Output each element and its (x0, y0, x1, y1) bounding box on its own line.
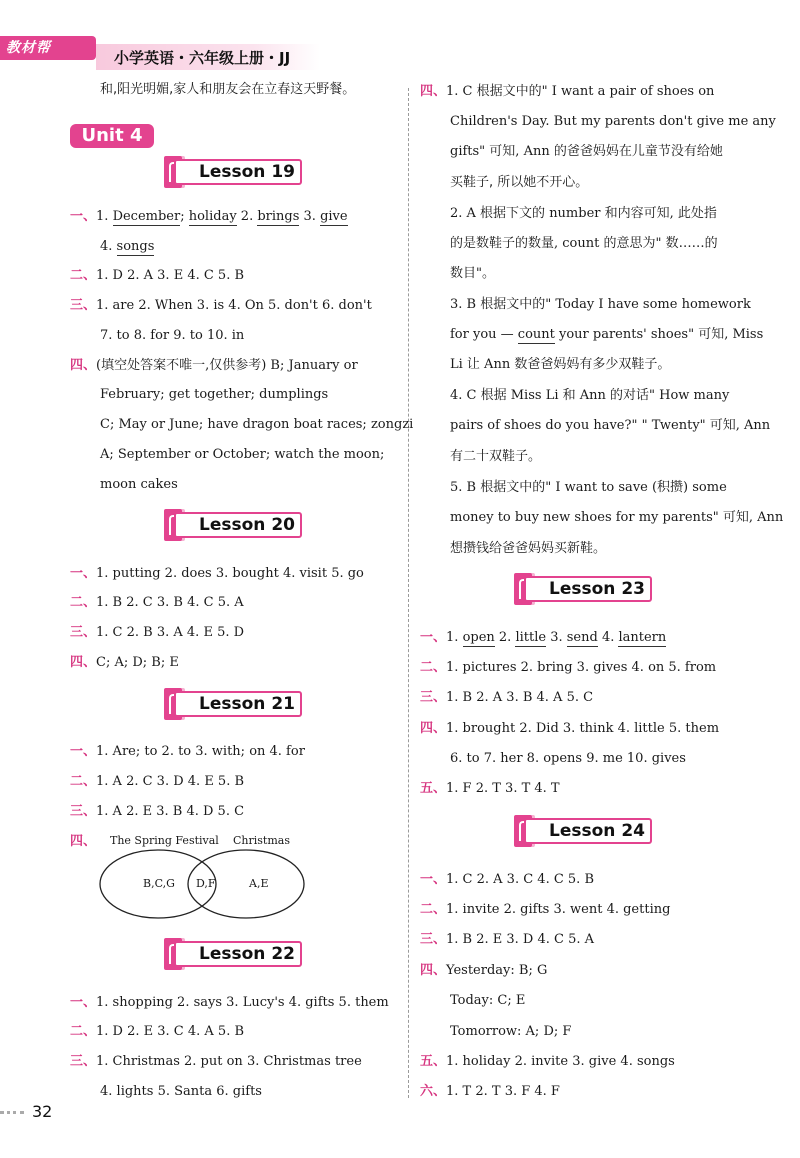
venn-right-title: Christmas (233, 834, 290, 847)
l22-q3-line1: 三、1. Christmas 2. put on 3. Christmas tree (70, 1054, 362, 1069)
rq4-line13: 有二十双鞋子。 (450, 449, 542, 464)
l19-q3-line1: 三、1. are 2. When 3. is 4. On 5. don't 6. don't (70, 298, 372, 313)
l24-q4-line2: Today: C; E (450, 993, 526, 1008)
venn-right-values: A,E (249, 877, 269, 890)
rq4-line4: 买鞋子, 所以她不开心。 (450, 175, 589, 190)
lesson-22-label: Lesson 22 (199, 944, 295, 964)
venn-left-values: B,C,G (143, 877, 175, 890)
rq4-line16: 想攒钱给爸爸妈妈买新鞋。 (450, 541, 607, 556)
l23-q2: 二、1. pictures 2. bring 3. gives 4. on 5. from (420, 660, 717, 675)
l21-q2: 二、1. A 2. C 3. D 4. E 5. B (70, 774, 245, 789)
l19-q1-line2: 4. songs (100, 239, 155, 254)
l24-q5: 五、1. holiday 2. invite 3. give 4. songs (420, 1054, 675, 1069)
rq4-line9: for you — count your parents' shoes" 可知, Miss (450, 327, 764, 342)
lesson-20-heading (164, 512, 302, 538)
l20-q2: 二、1. B 2. C 3. B 4. C 5. A (70, 595, 244, 610)
l19-q4-line3: C; May or June; have dragon boat races; zongzi (100, 417, 414, 432)
l24-q3: 三、1. B 2. E 3. D 4. C 5. A (420, 932, 595, 947)
unit-badge: Unit 4 (70, 124, 154, 148)
intro-line: 和,阳光明媚,家人和朋友会在立春这天野餐。 (100, 82, 356, 97)
lesson-24-heading (514, 818, 652, 844)
l23-q4-line1: 四、1. brought 2. Did 3. think 4. little 5. them (420, 721, 720, 736)
page-number: 32 (32, 1102, 53, 1121)
l23-q4-line2: 6. to 7. her 8. opens 9. me 10. gives (450, 751, 686, 766)
rq4-line2: Children's Day. But my parents don't give me any (450, 114, 776, 129)
l19-q2: 二、1. D 2. A 3. E 4. C 5. B (70, 268, 245, 283)
l22-q3-line2: 4. lights 5. Santa 6. gifts (100, 1084, 262, 1099)
l19-q1-line1: 一、1. December; holiday 2. brings 3. give (70, 209, 348, 224)
lesson-19-heading (164, 159, 302, 185)
l21-q1: 一、1. Are; to 2. to 3. with; on 4. for (70, 744, 305, 759)
l23-q5: 五、1. F 2. T 3. T 4. T (420, 781, 560, 796)
l19-q4-line4: A; September or October; watch the moon; (100, 447, 385, 462)
l22-q2: 二、1. D 2. E 3. C 4. A 5. B (70, 1024, 245, 1039)
l24-q6: 六、1. T 2. T 3. F 4. F (420, 1084, 560, 1099)
rq4-line15: money to buy new shoes for my parents" 可知, Ann (450, 510, 784, 525)
lesson-21-label: Lesson 21 (199, 694, 295, 714)
lesson-21-heading (164, 691, 302, 717)
l23-q1: 一、1. open 2. little 3. send 4. lantern (420, 630, 667, 645)
lesson-22-heading (164, 941, 302, 967)
l24-q4-line3: Tomorrow: A; D; F (450, 1024, 572, 1039)
lesson-19-label: Lesson 19 (199, 162, 295, 182)
rq4-line3: gifts" 可知, Ann 的爸爸妈妈在儿童节没有给她 (450, 144, 723, 159)
l21-q4-marker: 四、 (70, 834, 97, 849)
l20-q3: 三、1. C 2. B 3. A 4. E 5. D (70, 625, 245, 640)
lesson-24-label: Lesson 24 (549, 821, 645, 841)
page-number-rule (0, 1111, 24, 1114)
rq4-line12: pairs of shoes do you have?" " Twenty" 可知, Ann (450, 418, 771, 433)
l19-q4-line2: February; get together; dumplings (100, 387, 329, 402)
rq4-line8: 3. B 根据文中的" Today I have some homework (450, 297, 751, 312)
l20-q4: 四、C; A; D; B; E (70, 655, 179, 670)
l20-q1: 一、1. putting 2. does 3. bought 4. visit 5. go (70, 566, 364, 581)
l22-q1: 一、1. shopping 2. says 3. Lucy's 4. gifts 5. them (70, 995, 389, 1010)
rq4-line6: 的是数鞋子的数量, count 的意思为" 数……的 (450, 236, 718, 251)
rq4-line7: 数目"。 (450, 266, 495, 281)
l19-q4-line1: 四、(填空处答案不唯一,仅供参考) B; January or (70, 358, 358, 373)
column-divider (408, 88, 409, 1098)
lesson-20-label: Lesson 20 (199, 515, 295, 535)
l24-q2: 二、1. invite 2. gifts 3. went 4. getting (420, 902, 671, 917)
l24-q1: 一、1. C 2. A 3. C 4. C 5. B (420, 872, 595, 887)
lesson-23-heading (514, 576, 652, 602)
l21-q3: 三、1. A 2. E 3. B 4. D 5. C (70, 804, 245, 819)
rq4-line10: Li 让 Ann 数爸爸妈妈有多少双鞋子。 (450, 357, 671, 372)
venn-left-title: The Spring Festival (110, 834, 219, 847)
rq4-line1: 四、1. C 根据文中的" I want a pair of shoes on (420, 84, 715, 99)
l23-q3: 三、1. B 2. A 3. B 4. A 5. C (420, 690, 594, 705)
l19-q3-line2: 7. to 8. for 9. to 10. in (100, 328, 245, 343)
rq4-line11: 4. C 根据 Miss Li 和 Ann 的对话" How many (450, 388, 730, 403)
lesson-23-label: Lesson 23 (549, 579, 645, 599)
venn-middle-values: D,F (196, 877, 216, 890)
page-title: 小学英语・六年级上册・JJ (114, 49, 291, 67)
brand-tab (0, 36, 96, 60)
rq4-line5: 2. A 根据下文的 number 和内容可知, 此处指 (450, 206, 717, 221)
rq4-line14: 5. B 根据文中的" I want to save (积攒) some (450, 480, 727, 495)
l24-q4-line1: 四、Yesterday: B; G (420, 963, 548, 978)
brand-tab-text: 教材帮 (6, 40, 51, 56)
l19-q4-line5: moon cakes (100, 477, 178, 492)
